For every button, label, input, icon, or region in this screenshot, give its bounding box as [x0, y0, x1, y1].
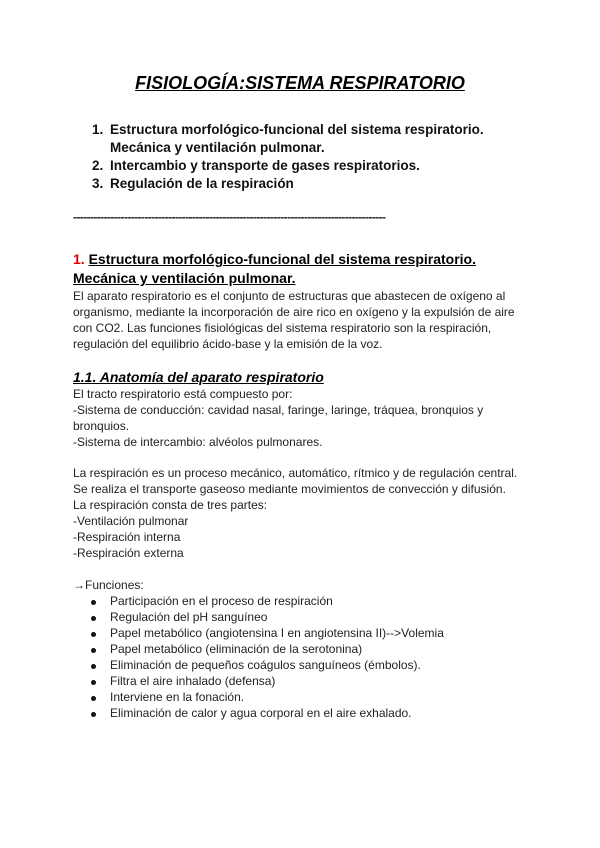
section-number: 1. — [73, 251, 85, 267]
toc-item-text: Regulación de la respiración — [110, 176, 294, 191]
toc-item-text: Intercambio y transporte de gases respiratorios. — [110, 158, 420, 173]
list-item: Papel metabólico (eliminación de la serotonina) — [110, 642, 363, 656]
paragraph-line: organismo, mediante la incorporación de aire rico en oxígeno y la expulsión de aire — [73, 305, 515, 319]
paragraph-line: La respiración es un proceso mecánico, automático, rítmico y de regulación central. — [73, 466, 518, 480]
paragraph-line: El tracto respiratorio está compuesto por: — [73, 387, 293, 401]
bullet-icon — [91, 616, 96, 621]
list-item: Filtra el aire inhalado (defensa) — [110, 674, 276, 688]
bullet-icon — [91, 696, 96, 701]
paragraph-line: con CO2. Las funciones fisiológicas del sistema respiratorio son la respiración, — [73, 321, 492, 335]
paragraph-line: regulación del equilibrio ácido-base y la emisión de la voz. — [73, 337, 383, 351]
funciones-label: →Funciones: — [73, 578, 144, 592]
list-item: Participación en el proceso de respiración — [110, 594, 333, 608]
paragraph-line: -Respiración externa — [73, 546, 184, 560]
paragraph-line: Se realiza el transporte gaseoso mediante movimientos de convección y difusión. — [73, 482, 506, 496]
toc-number: 3. — [92, 176, 104, 191]
list-item: Eliminación de calor y agua corporal en el aire exhalado. — [110, 706, 412, 720]
list-item: Eliminación de pequeños coágulos sanguíneos (émbolos). — [110, 658, 421, 672]
bullet-icon — [91, 664, 96, 669]
paragraph-line: -Sistema de conducción: cavidad nasal, faringe, laringe, tráquea, bronquios y — [73, 403, 484, 417]
section-heading-line2 — [73, 270, 296, 286]
toc-item-text: Mecánica y ventilación pulmonar. — [110, 140, 325, 155]
bullet-icon — [91, 712, 96, 717]
toc-number: 1. — [92, 122, 104, 137]
subsection-heading: 1.1. Anatomía del aparato respiratorio — [73, 369, 324, 385]
paragraph-line: -Ventilación pulmonar — [73, 514, 189, 528]
bullet-icon — [91, 680, 96, 685]
document-title: FISIOLOGÍA:SISTEMA RESPIRATORIO — [135, 73, 465, 93]
paragraph-line: -Respiración interna — [73, 530, 181, 544]
separator-line: -------------------------------------------------------------------------------------------- — [73, 210, 386, 224]
bullet-icon — [91, 600, 96, 605]
section-heading-text: Mecánica y ventilación pulmonar. — [73, 270, 296, 286]
section-heading — [73, 251, 476, 267]
bullet-icon — [91, 648, 96, 653]
paragraph-line: -Sistema de intercambio: alvéolos pulmonares. — [73, 435, 323, 449]
paragraph-line: bronquios. — [73, 419, 130, 433]
bullet-icon — [91, 632, 96, 637]
toc-item-text: Estructura morfológico-funcional del sistema respiratorio. — [110, 122, 484, 137]
paragraph-line: El aparato respiratorio es el conjunto de estructuras que abastecen de oxígeno al — [73, 289, 506, 303]
list-item: Regulación del pH sanguíneo — [110, 610, 268, 624]
section-heading-text: Estructura morfológico-funcional del sistema respiratorio. — [88, 251, 476, 267]
paragraph-line: La respiración consta de tres partes: — [73, 498, 268, 512]
list-item: Interviene en la fonación. — [110, 690, 245, 704]
list-item: Papel metabólico (angiotensina I en angiotensina II)-->Volemia — [110, 626, 444, 640]
toc-number: 2. — [92, 158, 104, 173]
